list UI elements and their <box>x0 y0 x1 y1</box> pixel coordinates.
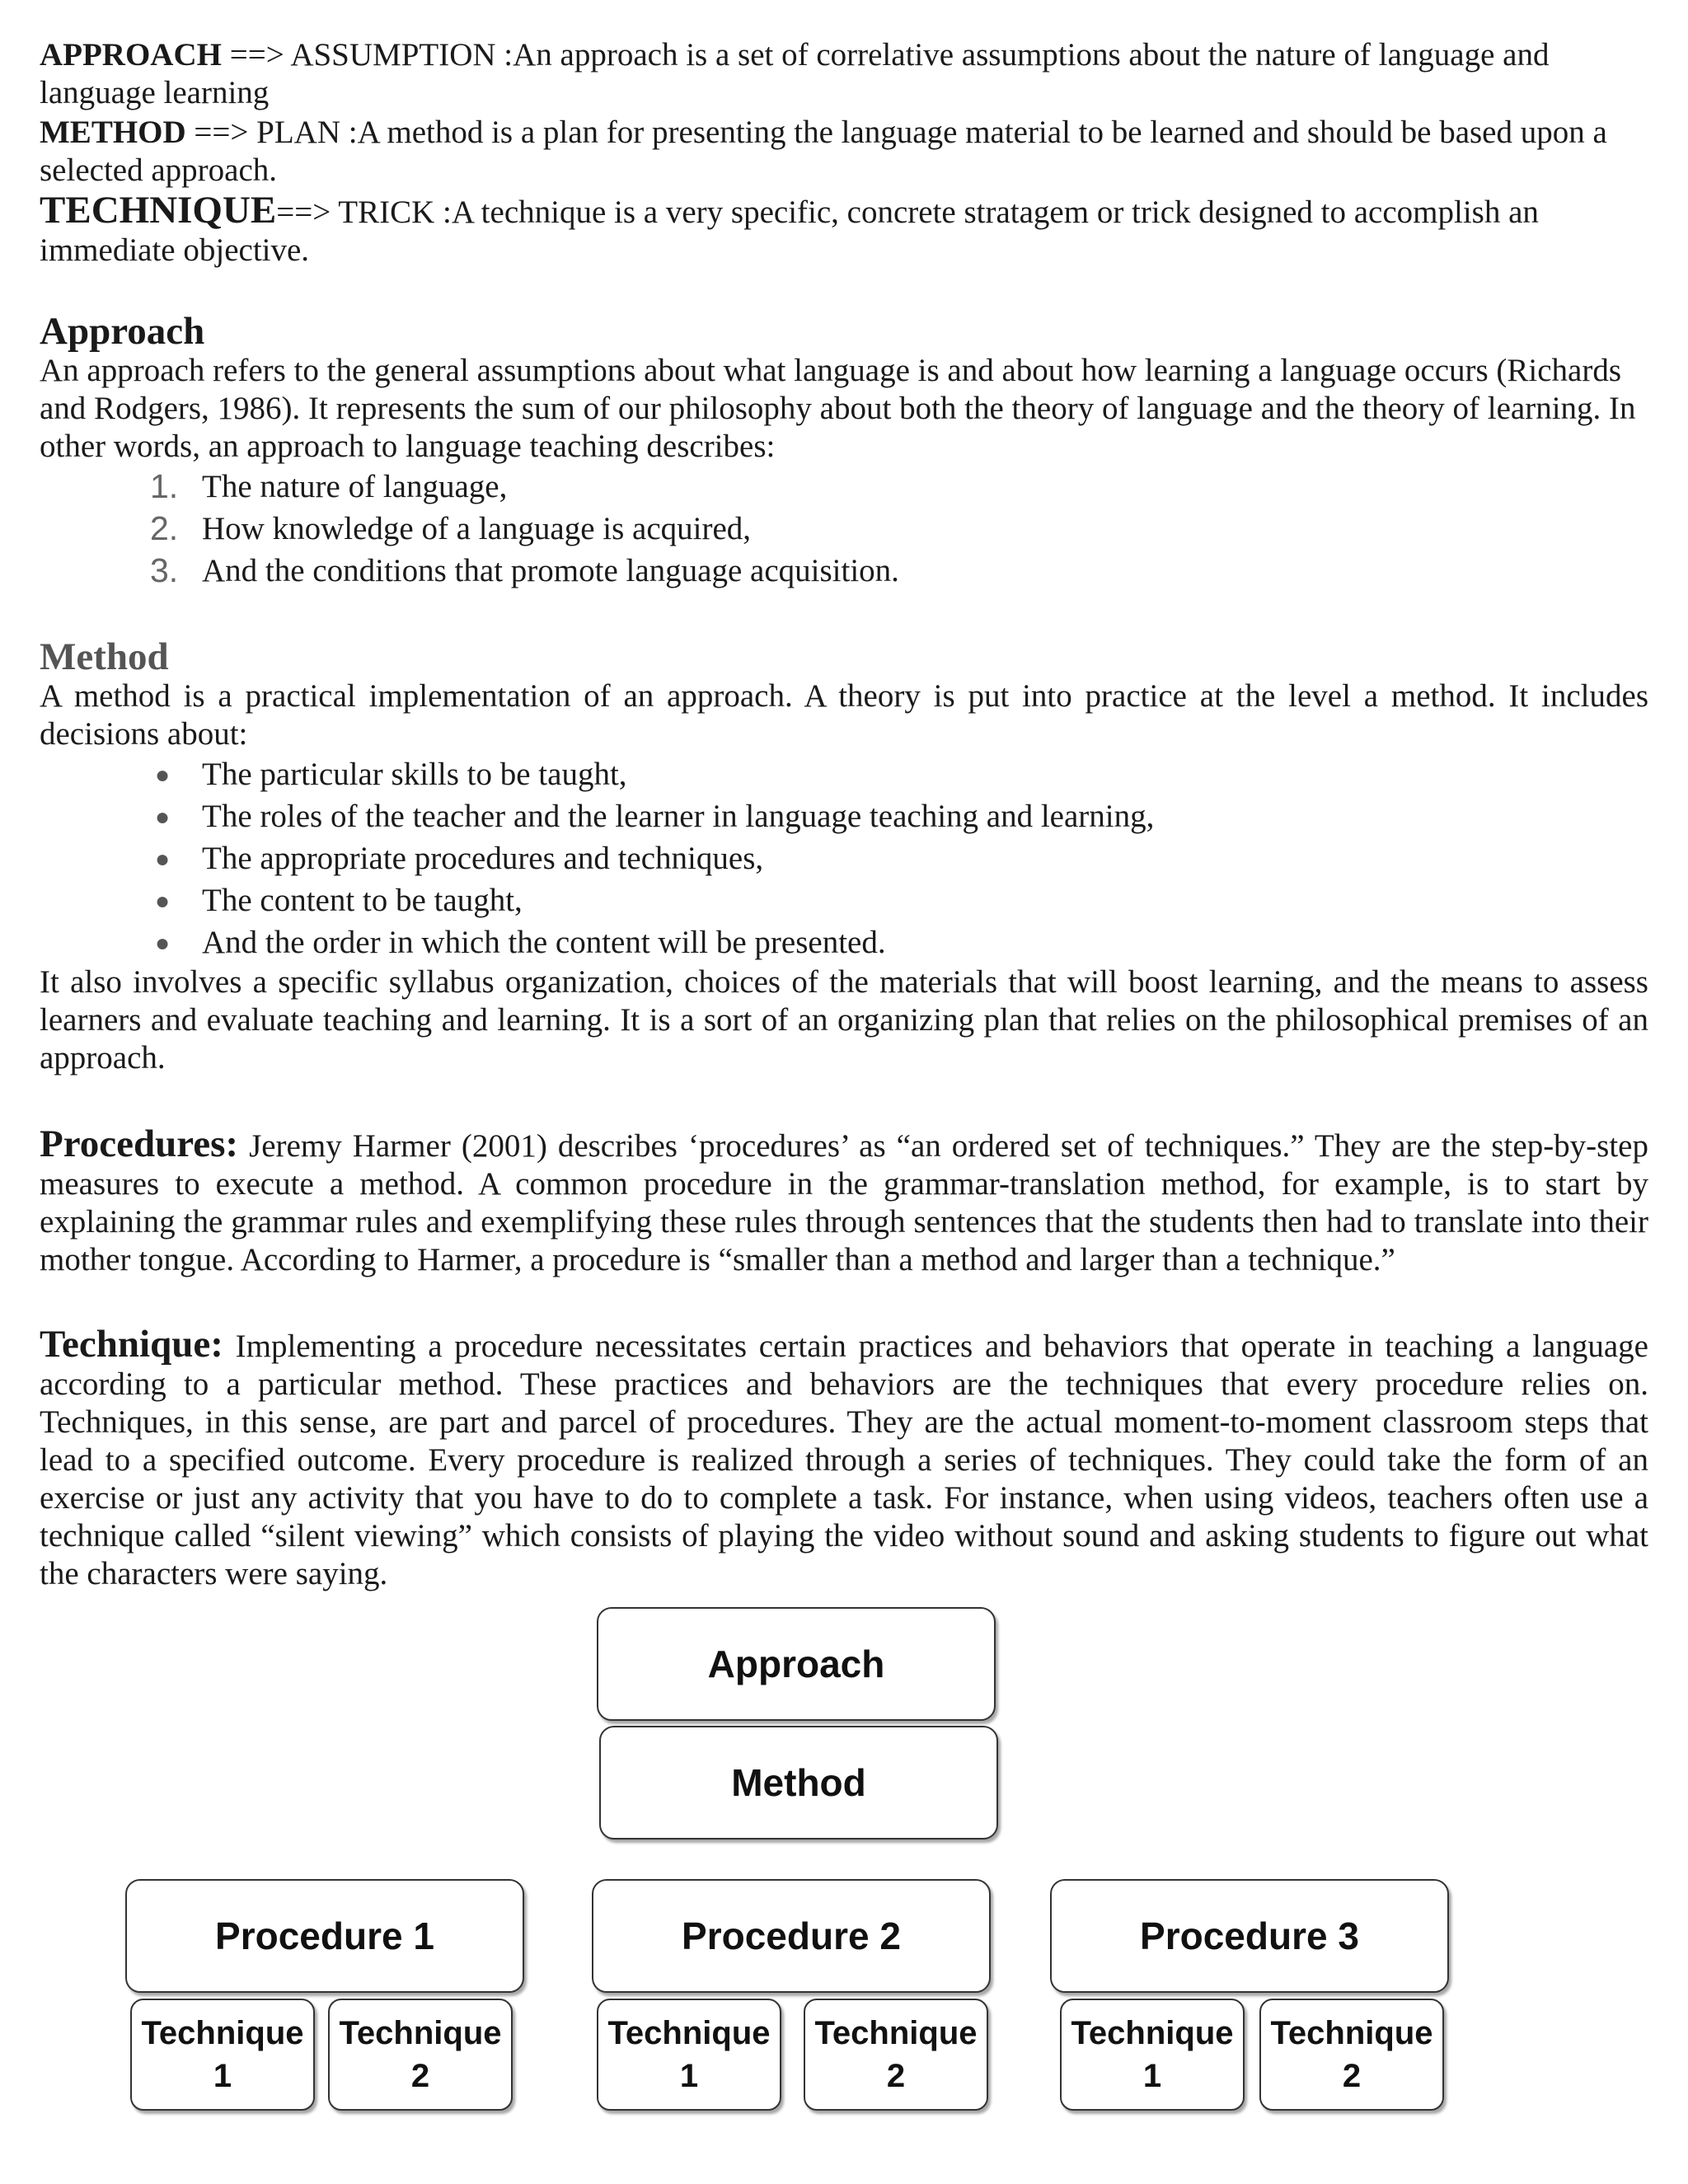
definition-approach <box>40 36 1648 112</box>
definition-technique <box>40 191 1648 269</box>
diagram-p3-technique-2-box: Technique 2 <box>1259 1999 1444 2111</box>
list-item: ● The appropriate procedures and techniques, <box>40 837 1648 879</box>
bullet-icon: ● <box>155 804 171 831</box>
def-arrow-method: ==> PLAN : <box>185 115 358 150</box>
list-item: 3. And the conditions that promote language acquisition. <box>40 550 1648 592</box>
document-page <box>40 36 1648 1593</box>
procedures-text: Jeremy Harmer (2001) describes ‘procedures’ as “an ordered set of techniques.” They are the step-by-step measures to execute a method. A common procedure in the grammar-translation method, for example, is to start by explaining the grammar rules and exemplifying these rules through sentences that the students then had to translate into their mother tongue. According to Harmer, a procedure is “smaller than a method and larger than a technique.” <box>40 1128 1648 1277</box>
diagram-p3-technique-1-box: Technique 1 <box>1060 1999 1245 2111</box>
procedures-heading: Procedures: <box>40 1122 239 1165</box>
list-item: ● And the order in which the content will be presented. <box>40 921 1648 963</box>
method-list <box>40 753 1648 963</box>
approach-list <box>40 466 1648 592</box>
list-number: 2. <box>150 509 179 547</box>
list-item: ● The content to be taught, <box>40 879 1648 921</box>
method-heading: Method <box>40 635 169 678</box>
definition-method <box>40 114 1648 190</box>
def-key-technique: TECHNIQUE <box>40 189 277 232</box>
diagram-procedure-2-box: Procedure 2 <box>592 1879 991 1993</box>
def-arrow-technique: ==> TRICK : <box>276 194 452 230</box>
diagram-procedure-1-box: Procedure 1 <box>125 1879 524 1993</box>
def-key-method: METHOD <box>40 115 186 150</box>
diagram-p2-technique-1-box: Technique 1 <box>597 1999 781 2111</box>
diagram-p1-technique-2-box: Technique 2 <box>328 1999 513 2111</box>
bullet-icon: ● <box>155 888 171 915</box>
diagram-approach-box: Approach <box>597 1607 996 1721</box>
technique-paragraph <box>40 1325 1648 1593</box>
def-text-method: A method is a plan for presenting the language material to be learned and should be based upon a selected approach. <box>40 115 1607 188</box>
bullet-icon: ● <box>155 846 171 873</box>
list-number: 1. <box>150 467 179 505</box>
list-number: 3. <box>150 551 179 589</box>
def-arrow-approach: ==> ASSUMPTION : <box>221 37 513 73</box>
procedures-paragraph <box>40 1122 1648 1279</box>
def-text-approach: An approach is a set of correlative assumptions about the nature of language and language learning <box>40 37 1550 110</box>
bullet-icon: ● <box>155 930 171 957</box>
list-item: ● The roles of the teacher and the learner in language teaching and learning, <box>40 795 1648 837</box>
diagram-method-box: Method <box>599 1726 998 1840</box>
def-key-approach: APPROACH <box>40 37 222 73</box>
method-paragraph: A method is a practical implementation of an approach. A theory is put into practice at the level a method. It includes decisions about: <box>40 678 1648 752</box>
technique-text: Implementing a procedure necessitates certain practices and behaviors that operate in teaching a language according to a particular method. These practices and behaviors are the techniques that every procedure relies on. Techniques, in this sense, are part and parcel of procedures. They are the actual moment-to-moment classroom steps that lead to a specified outcome. Every procedure is realized through a series of techniques. They could take the form of an exercise or just any activity that you have to do to complete a task. For instance, when using videos, teachers often use a technique called “silent viewing” which consists of playing the video without sound and asking students to figure out what the characters were saying. <box>40 1329 1648 1591</box>
list-item: 1. The nature of language, <box>40 466 1648 508</box>
diagram-p2-technique-2-box: Technique 2 <box>804 1999 988 2111</box>
approach-heading: Approach <box>40 310 205 353</box>
diagram-p1-technique-1-box: Technique 1 <box>130 1999 315 2111</box>
def-text-technique: A technique is a very specific, concrete stratagem or trick designed to accomplish an immediate objective. <box>40 194 1539 268</box>
approach-paragraph: An approach refers to the general assumptions about what language is and about how learning a language occurs (Richards and Rodgers, 1986). It represents the sum of our philosophy about both the theory of language and the theory of learning. In other words, an approach to language teaching describes: <box>40 353 1636 464</box>
method-closing-paragraph: It also involves a specific syllabus organization, choices of the materials that will boost learning, and the means to assess learners and evaluate teaching and learning. It is a sort of an organizing plan that relies on the philosophical premises of an approach. <box>40 964 1648 1076</box>
list-item: 2. How knowledge of a language is acquired, <box>40 508 1648 550</box>
bullet-icon: ● <box>155 762 171 789</box>
diagram-procedure-3-box: Procedure 3 <box>1050 1879 1449 1993</box>
technique-heading: Technique: <box>40 1323 223 1366</box>
list-item: ● The particular skills to be taught, <box>40 753 1648 795</box>
